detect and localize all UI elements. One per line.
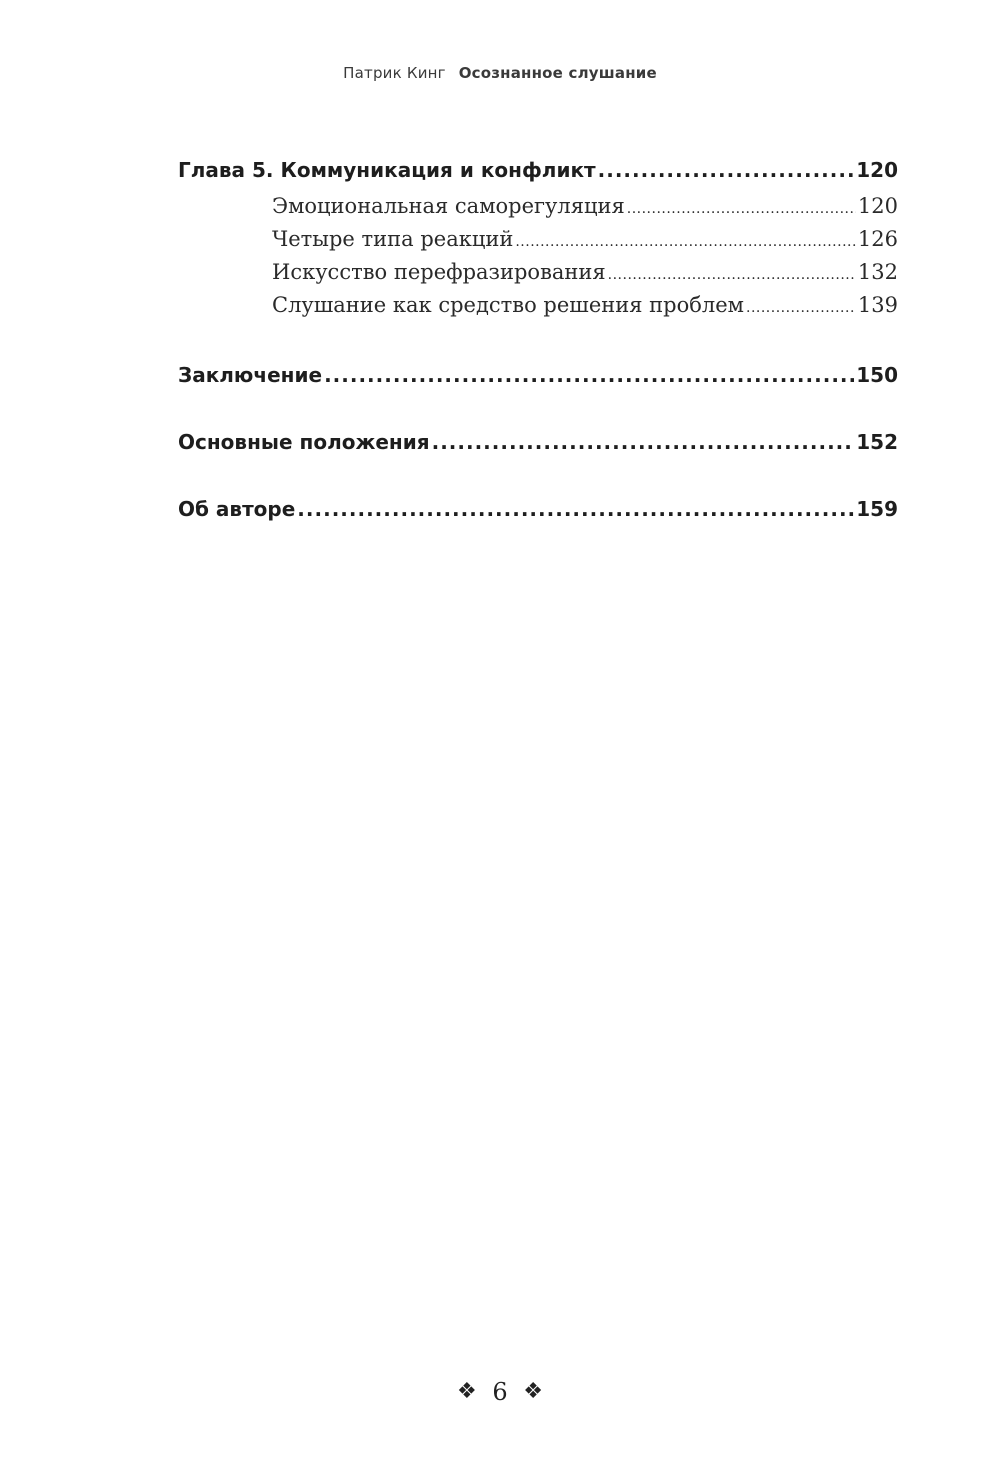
toc-entry-key-points[interactable] bbox=[178, 422, 898, 462]
toc-entry-section[interactable] bbox=[178, 223, 898, 256]
toc-entry-label: Об авторе bbox=[178, 497, 296, 521]
dot-leader bbox=[515, 226, 856, 259]
toc-entry-page: 159 bbox=[856, 497, 898, 521]
toc-entry-about-author[interactable] bbox=[178, 489, 898, 529]
dot-leader bbox=[627, 193, 856, 226]
toc-entry-label: Слушание как средство решения проблем bbox=[272, 293, 744, 317]
toc-entry-label: Основные положения bbox=[178, 430, 430, 454]
toc-entry-label: Глава 5. Коммуникация и конфликт bbox=[178, 158, 596, 182]
toc-entry-page: 150 bbox=[856, 363, 898, 387]
page-number: 6 bbox=[492, 1377, 508, 1406]
header-book-title: Осознанное слушание bbox=[458, 64, 657, 82]
ornament-diamond-icon: ❖ bbox=[456, 1379, 477, 1404]
table-of-contents bbox=[178, 150, 898, 529]
dot-leader bbox=[608, 259, 856, 292]
ornament-diamond-icon: ❖ bbox=[523, 1379, 544, 1404]
toc-entry-page: 120 bbox=[856, 158, 898, 182]
toc-entry-page: 132 bbox=[857, 260, 898, 284]
spacer bbox=[178, 462, 898, 489]
dot-leader bbox=[432, 422, 855, 462]
toc-entry-label: Эмоциональная саморегуляция bbox=[272, 194, 625, 218]
header-author: Патрик Кинг bbox=[343, 64, 446, 82]
toc-entry-label: Заключение bbox=[178, 363, 323, 387]
toc-entry-page: 139 bbox=[857, 293, 898, 317]
toc-entry-conclusion[interactable] bbox=[178, 355, 898, 395]
dot-leader bbox=[598, 150, 855, 190]
toc-entry-section[interactable] bbox=[178, 190, 898, 223]
dot-leader bbox=[324, 355, 854, 395]
dot-leader bbox=[746, 292, 856, 325]
toc-entry-page: 126 bbox=[857, 227, 898, 251]
dot-leader bbox=[297, 489, 854, 529]
toc-entry-section[interactable] bbox=[178, 256, 898, 289]
spacer bbox=[178, 395, 898, 422]
running-head bbox=[0, 64, 1000, 82]
page-number-footer bbox=[0, 1376, 1000, 1406]
spacer bbox=[178, 322, 898, 355]
toc-entry-page: 152 bbox=[856, 430, 898, 454]
toc-entry-chapter-5[interactable] bbox=[178, 150, 898, 190]
toc-entry-page: 120 bbox=[857, 194, 898, 218]
toc-entry-label: Искусство перефразирования bbox=[272, 260, 606, 284]
toc-entry-label: Четыре типа реакций bbox=[272, 227, 514, 251]
toc-entry-section[interactable] bbox=[178, 289, 898, 322]
